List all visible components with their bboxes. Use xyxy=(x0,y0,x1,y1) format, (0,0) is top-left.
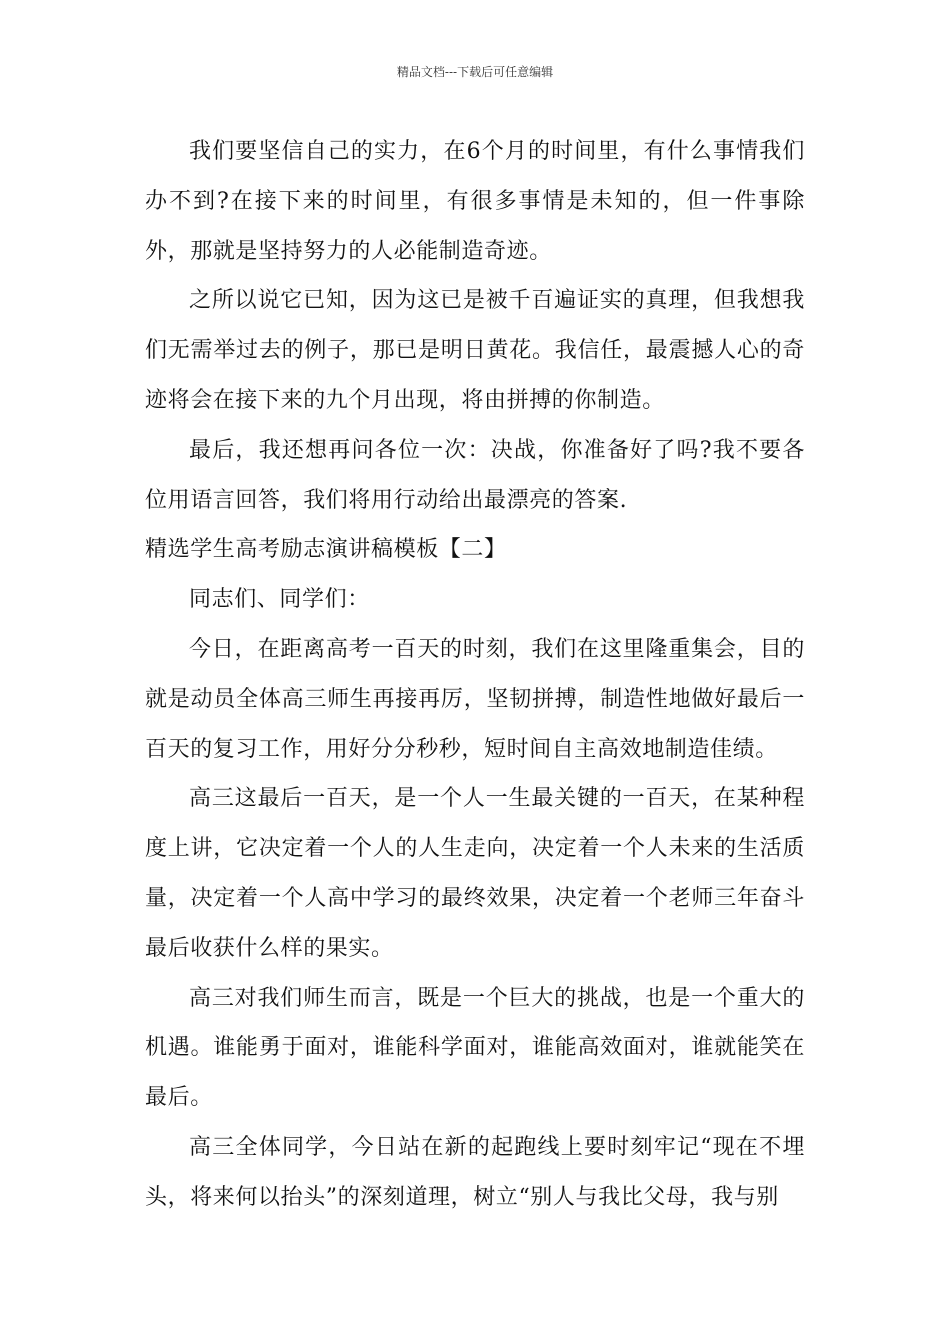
paragraph-4: 今日，在距离高考一百天的时刻，我们在这里隆重集会，目的就是动员全体高三师生再接再厉，坚韧拼搏，制造性地做好最后一百天的复习工作，用好分分秒秒，短时间自主高效地制造佳绩。 xyxy=(145,636,805,762)
page-header: 精品文档---下载后可任意编辑 xyxy=(396,65,554,79)
paragraph-3: 最后，我还想再问各位一次：决战，你准备好了吗?我不要各位用语言回答，我们将用行动给出最漂亮的答案. xyxy=(145,437,805,513)
paragraph-6: 高三对我们师生而言，既是一个巨大的挑战，也是一个重大的机遇。谁能勇于面对，谁能科学面对，谁能高效面对，谁就能笑在最后。 xyxy=(145,985,805,1111)
paragraph-2: 之所以说它已知，因为这已是被千百遍证实的真理，但我想我们无需举过去的例子，那已是明日黄花。我信任，最震撼人心的奇迹将会在接下来的九个月出现，将由拼搏的你制造。 xyxy=(145,288,805,413)
document-body xyxy=(145,127,805,1223)
paragraph-1: 我们要坚信自己的实力，在6个月的时间里，有什么事情我们办不到?在接下来的时间里，有很多事情是未知的，但一件事除外，那就是坚持努力的人必能制造奇迹。 xyxy=(145,139,805,264)
section-title: 精选学生高考励志演讲稿模板【二】 xyxy=(145,537,507,563)
salutation: 同志们、同学们： xyxy=(189,587,370,613)
paragraph-7: 高三全体同学，今日站在新的起跑线上要时刻牢记“现在不埋头，将来何以抬头”的深刻道理，树立“别人与我比父母，我与别 xyxy=(145,1134,805,1210)
paragraph-5: 高三这最后一百天，是一个人一生最关键的一百天，在某种程度上讲，它决定着一个人的人生走向，决定着一个人未来的生活质量，决定着一个人高中学习的最终效果，决定着一个老师三年奋斗最后收获什么样的果实。 xyxy=(145,786,805,961)
